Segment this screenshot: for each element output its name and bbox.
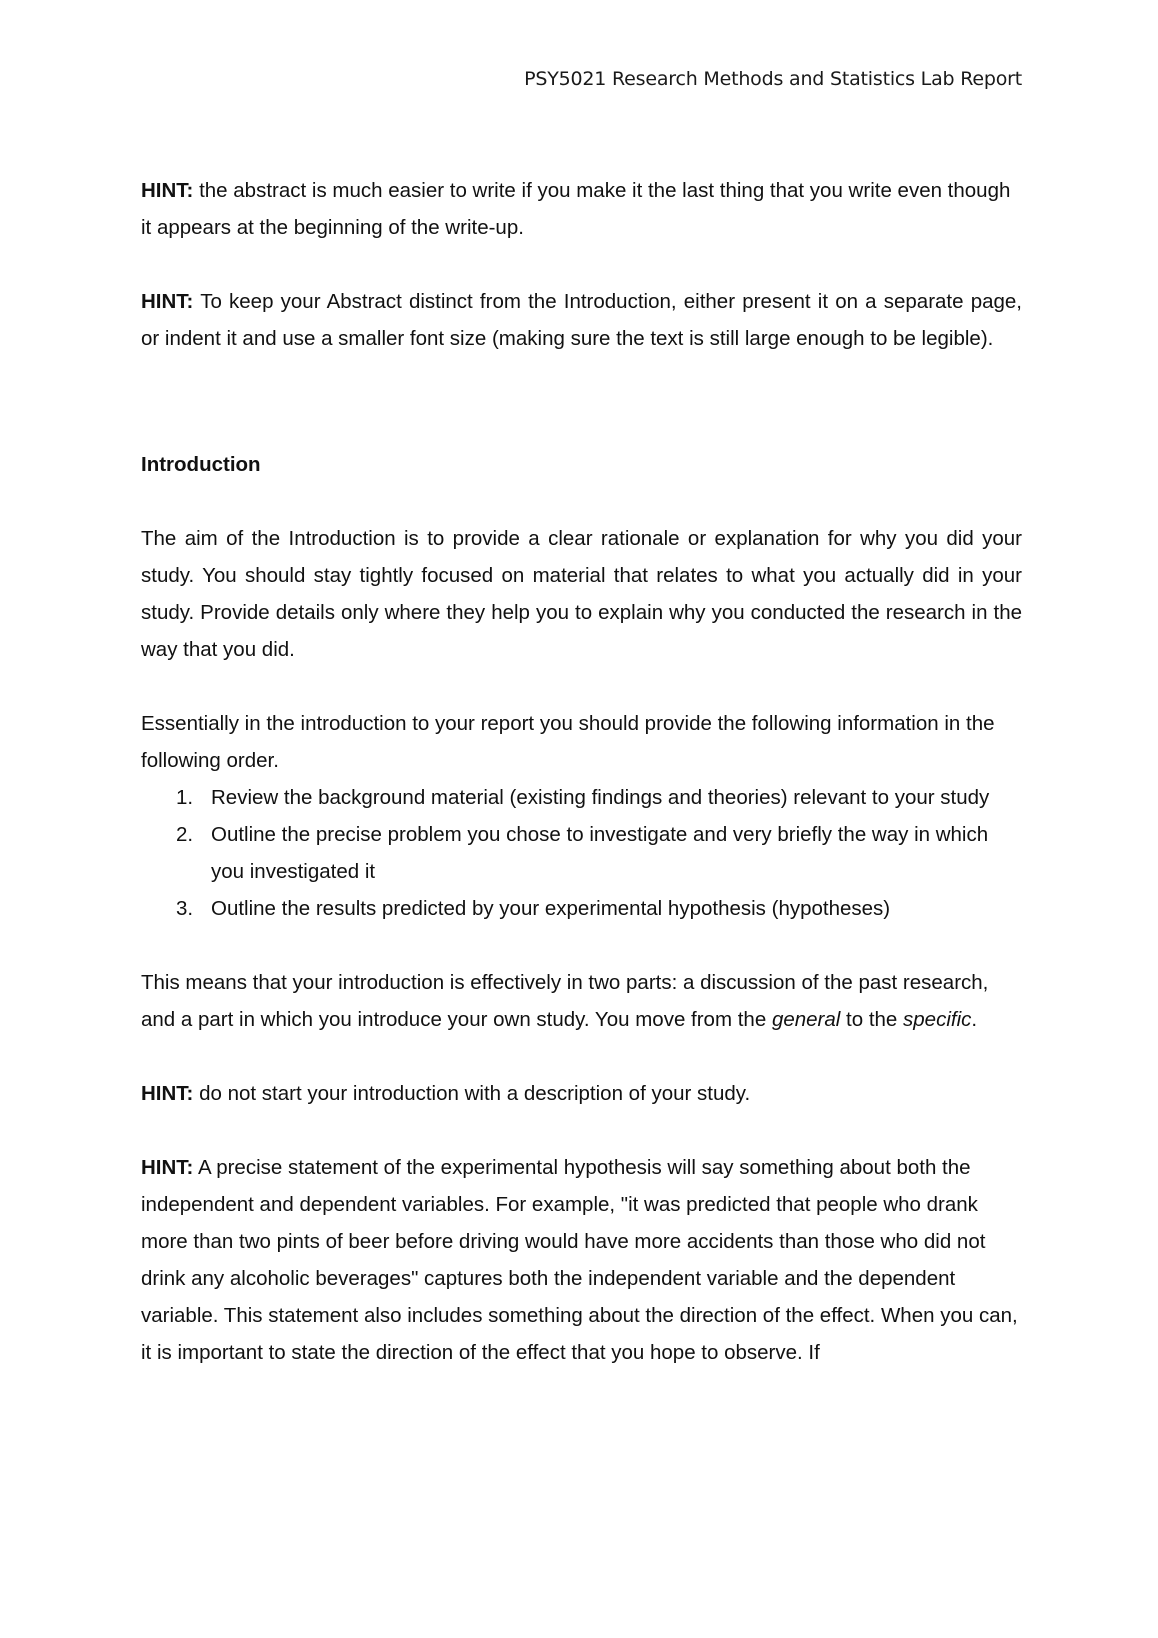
hint-abstract-last [141,172,1022,246]
list-text: Outline the results predicted by your experimental hypothesis (hypotheses) [211,897,891,920]
hint-hypothesis-statement [141,1149,1022,1371]
list-item [141,779,1022,816]
hint-no-study-description [141,1075,1022,1112]
list-number: 1. [176,786,194,809]
hint-text: the abstract is much easier to write if you make it the last thing that you write even though it appears at the beginning of the write-up. [141,179,1011,239]
list-item [141,890,1022,927]
hint-abstract-distinct [141,283,1022,357]
list-text: Review the background material (existing findings and theories) relevant to your study [211,786,990,809]
intro-paragraph-order: Essentially in the introduction to your report you should provide the following information in the following order. [141,712,995,772]
hint-label: HINT: [141,290,194,313]
intro-paragraph-aim: The aim of the Introduction is to provide a clear rationale or explanation for why you did your study. You should stay tightly focused on material that relates to what you actually did in your study. Provide details only where they help you to explain why you conducted the research in the way that you did. [141,527,1022,661]
hint-label: HINT: [141,1156,194,1179]
list-number: 2. [176,823,194,846]
hint-text: To keep your Abstract distinct from the Introduction, either present it on a separate page, or indent it and use a smaller font size (making sure the text is still large enough to be legible). [141,290,1022,350]
hint-label: HINT: [141,1082,194,1105]
intro-paragraph-two-parts: This means that your introduction is effectively in two parts: a discussion of the past research, and a part in which you introduce your own study. You move from the general to the specific. [141,971,989,1031]
hint-label: HINT: [141,179,194,202]
hint-text: A precise statement of the experimental hypothesis will say something about both the independent and dependent variables. For example, "it was predicted that people who drank more than two pints of beer before driving would have more accidents than those who did not drink any alcoholic beverages" captures both the independent variable and the dependent variable. This statement also includes something about the direction of the effect. When you can, it is important to state the direction of the effect that you hope to observe. If [141,1156,1018,1364]
hint-text: do not start your introduction with a description of your study. [193,1082,751,1105]
intro-order-list [141,779,1022,927]
list-text: Outline the precise problem you chose to investigate and very briefly the way in which you investigated it [211,823,989,883]
emphasis-general: general [771,1008,841,1031]
document-body [141,172,1022,1371]
list-number: 3. [176,897,194,920]
section-heading-introduction: Introduction [141,453,261,476]
running-header: PSY5021 Research Methods and Statistics Lab Report [524,68,1022,90]
emphasis-specific: specific [903,1008,972,1031]
list-item [141,816,1022,890]
